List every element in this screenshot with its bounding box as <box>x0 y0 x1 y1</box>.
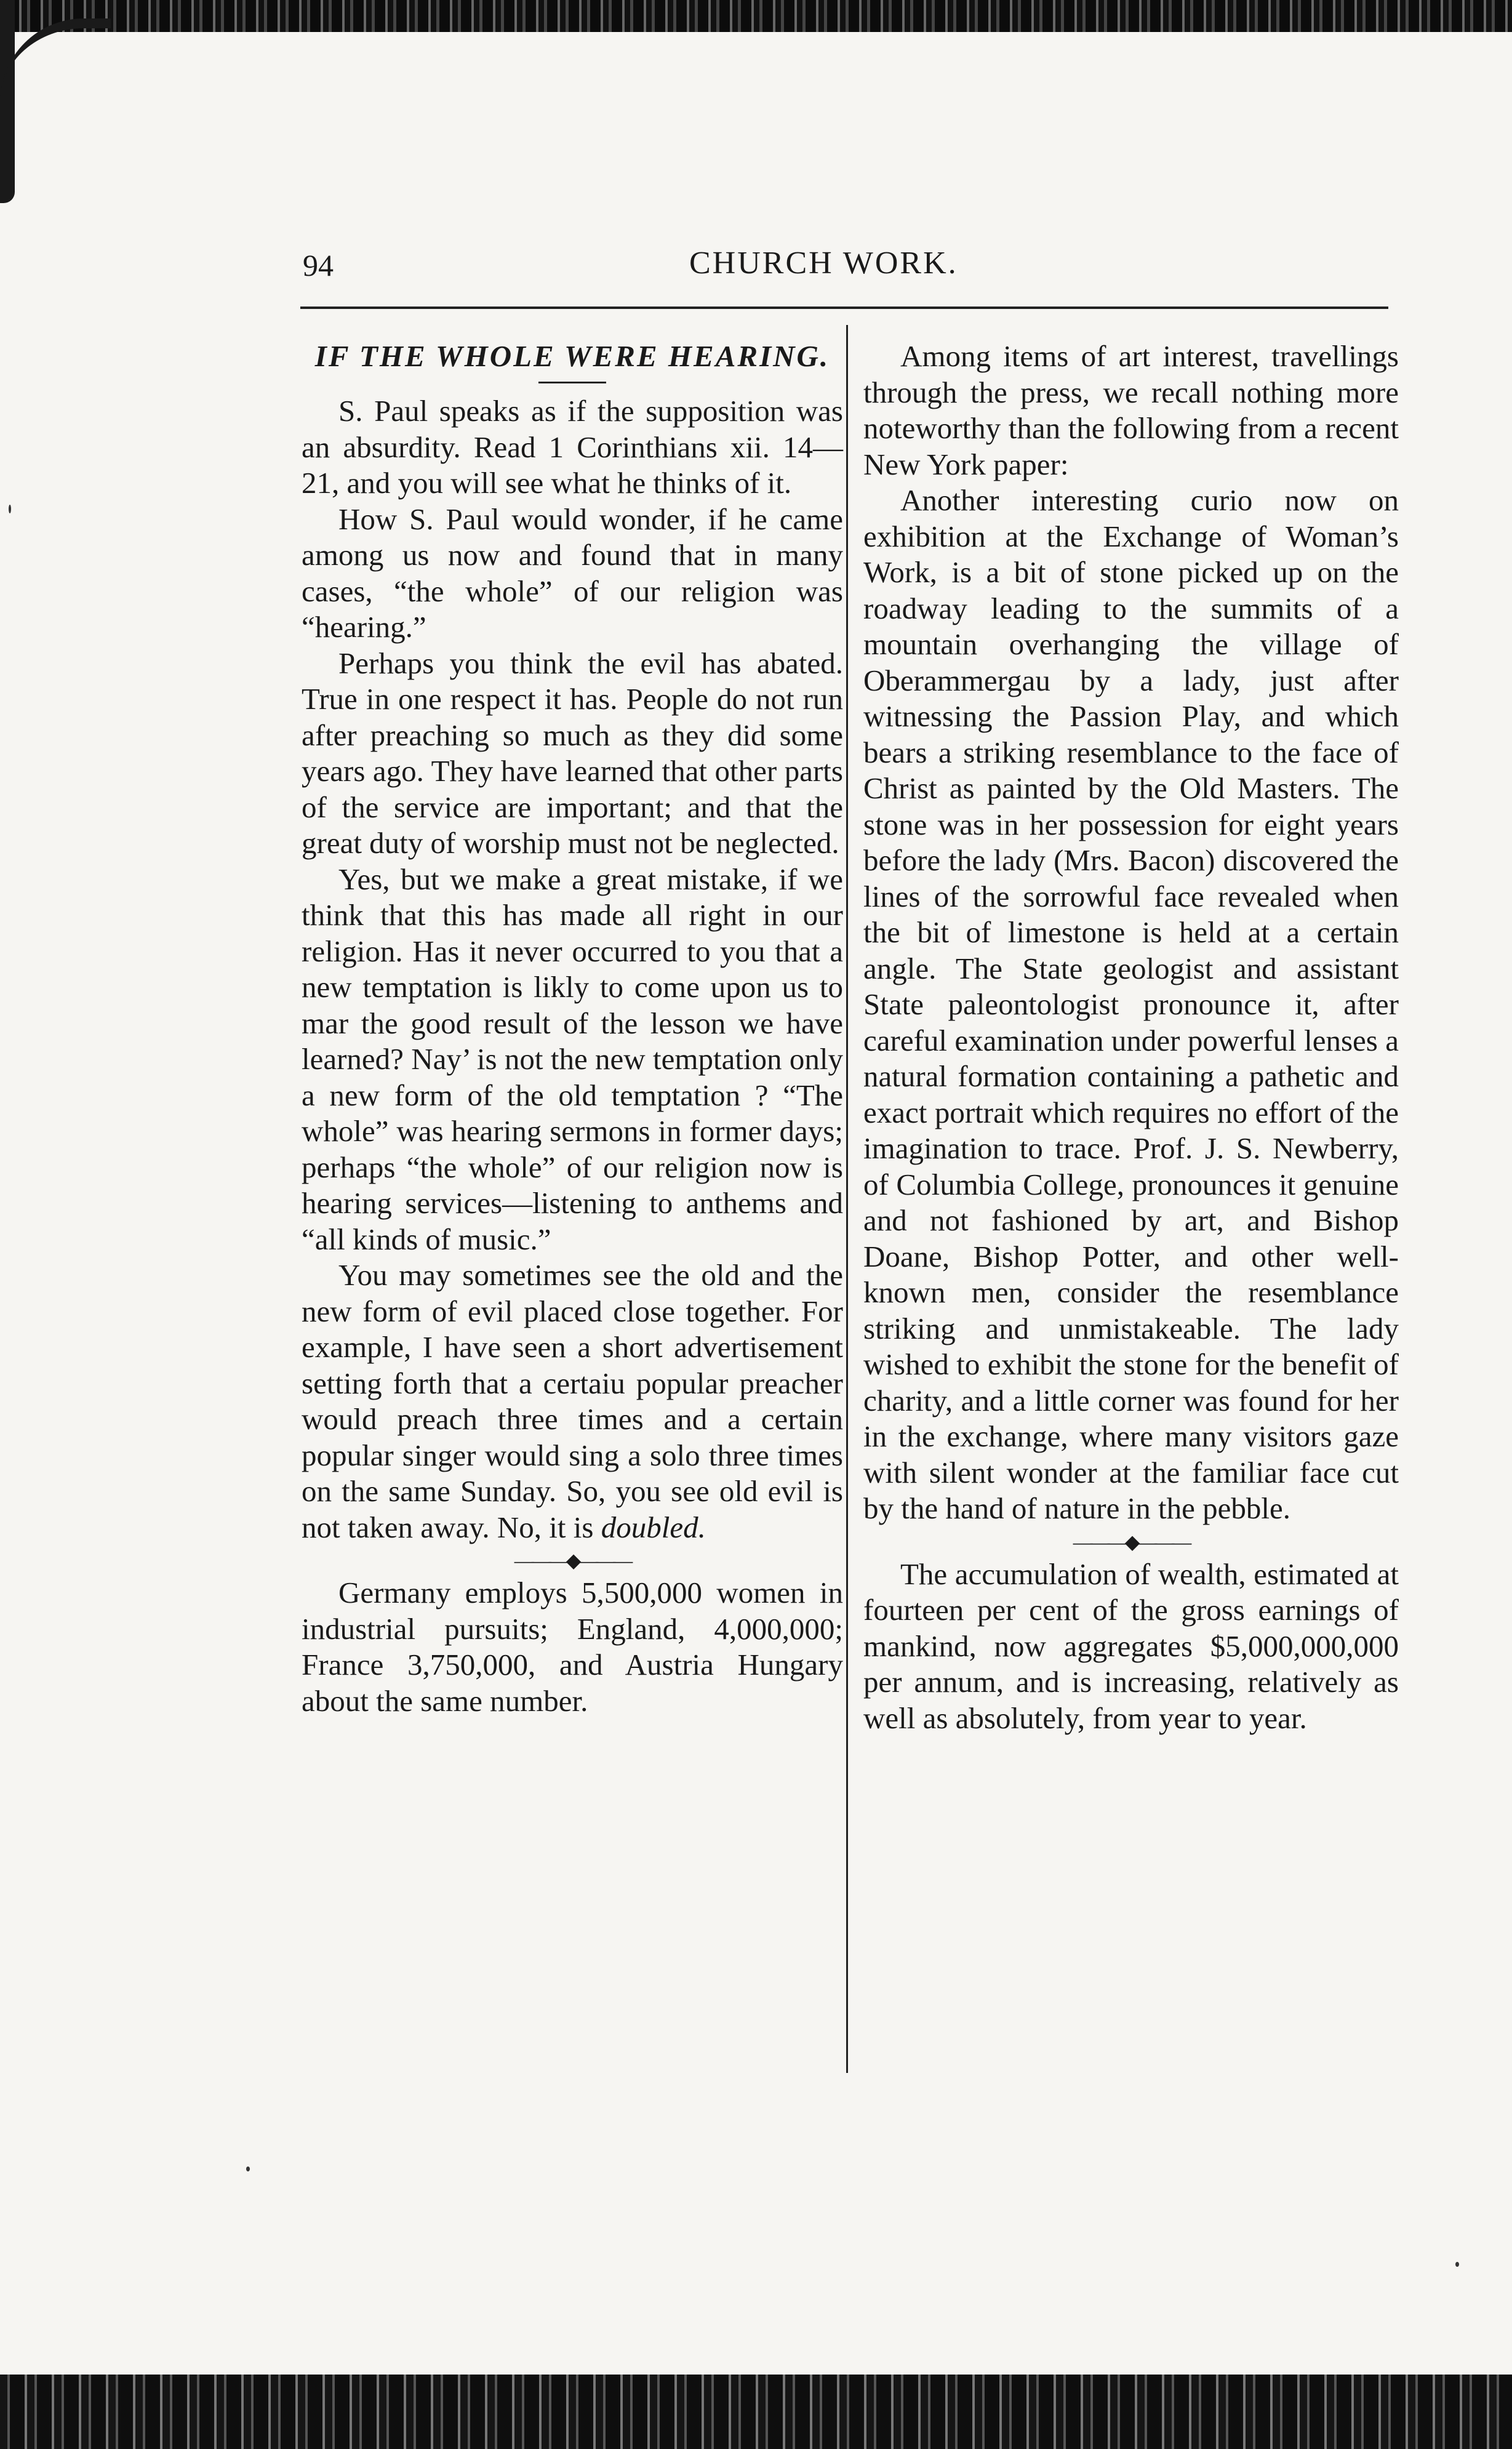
scan-speck <box>246 2166 250 2171</box>
column-divider <box>846 325 848 2073</box>
paragraph: S. Paul speaks as if the supposition was an absurdity. Read 1 Corinthians xii. 14—21, and you will see what he thinks of it. <box>302 394 843 500</box>
emphasized-word: doubled. <box>601 1510 706 1544</box>
left-column <box>302 339 843 1719</box>
paragraph-text: You may sometimes see the old and the new form of evil placed close together. For example, I have seen a short advertisement setting forth that a certaiu popular preacher would preach three times and a certain popular singer would sing a solo three times on the same Sunday. So, you see old evil is not taken away. No, it is <box>302 1258 843 1544</box>
paragraph: Yes, but we make a great mistake, if we think that this has made all right in our religion. Has it never occurred to you that a new temptation is likly to come upon us to mar the good result of the lesson we have learned? Nay’ is not the new temptation only a new form of the old temptation ? “The whole” was hearing sermons in former days; perhaps “the whole” of our religion now is hearing services—listening to anthems and “all kinds of music.” <box>302 862 843 1256</box>
article-title: IF THE WHOLE WERE HEARING. <box>314 339 830 373</box>
paragraph: Among items of art interest, travellings through the press, we recall nothing more noteworthy than the following from a recent New York paper: <box>863 339 1399 481</box>
paragraph: Germany employs 5,500,000 women in industrial pursuits; England, 4,000,000; France 3,750,000, and Austria Hungary about the same number. <box>302 1576 843 1718</box>
scan-border-top <box>0 0 1512 32</box>
separator-ornament: ———◆——— <box>1073 1530 1190 1553</box>
running-title: CHURCH WORK. <box>689 246 958 281</box>
scan-speck <box>9 505 11 513</box>
scan-border-bottom <box>0 2375 1512 2449</box>
title-rule <box>538 382 606 383</box>
separator-ornament: ———◆——— <box>514 1549 631 1571</box>
paragraph: Perhaps you think the evil has abated. True in one respect it has. People do not run after preaching so much as they did some years ago. They have learned that other parts of the service are important; and that the great duty of worship must not be neglected. <box>302 646 843 860</box>
paragraph: The accumulation of wealth, estimated at fourteen per cent of the gross earnings of mankind, now aggregates $5,000,000,000 per annum, and is increasing, relatively as well as absolutely, from year to year. <box>863 1557 1399 1735</box>
page-number: 94 <box>303 248 334 283</box>
scan-speck <box>1455 2262 1459 2267</box>
paragraph: How S. Paul would wonder, if he came among us now and found that in many cases, “the whole” of our religion was “hearing.” <box>302 502 843 644</box>
paragraph: Another interesting curio now on exhibition at the Exchange of Woman’s Work, is a bit of stone picked up on the roadway leading to the summits of a mountain overhanging the village of Oberammergau by a lady, just after witnessing the Passion Play, and which bears a striking resemblance to the face of Christ as painted by the Old Masters. The stone was in her possession for eight years before the lady (Mrs. Bacon) discovered the lines of the sorrowful face revealed when the bit of limestone is held at a certain angle. The State geologist and assistant State paleontologist pronounce it, after careful examination under powerful lenses a natural formation containing a pathetic and exact portrait which requires no effort of the imagination to trace. Prof. J. S. Newberry, of Columbia College, pronounces it genuine and not fashioned by art, and Bishop Doane, Bishop Potter, and other well-known men, consider the resemblance striking and unmistakeable. The lady wished to exhibit the stone for the benefit of charity, and a little corner was found for her in the exchange, where many visitors gaze with silent wonder at the familiar face cut by the hand of nature in the pebble. <box>863 483 1399 1525</box>
paragraph-with-emphasis <box>302 1257 843 1545</box>
right-column <box>863 339 1399 1736</box>
header-rule <box>300 307 1388 309</box>
